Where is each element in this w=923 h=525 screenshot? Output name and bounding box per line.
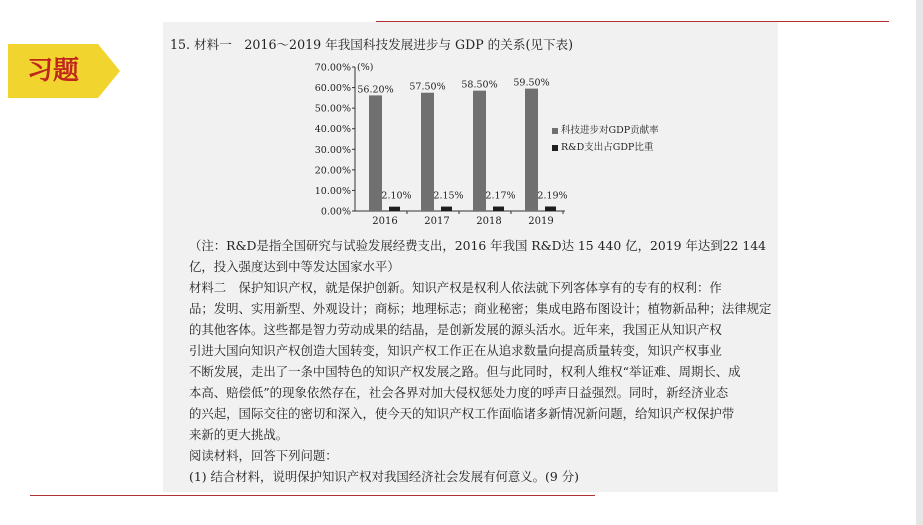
data-label-rd: 2.17% [485, 190, 516, 202]
legend-swatch-rd [552, 145, 558, 151]
bar-contribution [473, 91, 486, 211]
data-label-contribution: 59.50% [513, 77, 550, 89]
badge-label: 习题 [26, 56, 79, 86]
bar-contribution [525, 89, 538, 211]
material2-line-8: 来新的更大挑战。 [189, 427, 289, 442]
legend-item-rd [552, 139, 653, 153]
question-header: 15. 材料一 2016～2019 年我国科技发展进步与 GDP 的关系(见下表) [170, 37, 574, 52]
y-tick-label: 60.00% [314, 83, 351, 95]
window-edge [916, 0, 923, 525]
y-tick-label: 30.00% [314, 144, 351, 156]
y-tick-label: 40.00% [314, 124, 351, 136]
data-label-contribution: 56.20% [357, 84, 394, 96]
legend-item-contribution [552, 122, 659, 136]
data-label-rd: 2.19% [537, 190, 568, 202]
bar-rd [441, 207, 452, 211]
data-label-contribution: 57.50% [409, 81, 446, 93]
y-tick-label: 50.00% [314, 103, 351, 115]
sub-question-1: (1) 结合材料，说明保护知识产权对我国经济社会发展有何意义。(9 分) [189, 469, 579, 484]
y-tick-label: 10.00% [314, 185, 351, 197]
material2-line-5: 不断发展，走出了一条中国特色的知识产权发展之路。但与此同时，权利人维权“举证难、周期长、成 [189, 364, 741, 379]
material2-line-1: 材料二 保护知识产权，就是保护创新。知识产权是权利人依法就下列客体享有的专有的权利：作 [189, 280, 722, 295]
material2-line-2: 品；发明、实用新型、外观设计；商标；地理标志；商业秘密；集成电路布图设计；植物新品种；法律规定 [189, 301, 772, 316]
bar-rd [493, 207, 504, 211]
material2-line-7: 的兴起，国际交往的密切和深入，使今天的知识产权工作面临诸多新情况新问题，给知识产权保护带 [189, 406, 735, 421]
material2-line-6: 本高、赔偿低”的现象依然存在，社会各界对加大侵权惩处力度的呼声日益强烈。同时，新经济业态 [189, 385, 729, 400]
bar-rd [389, 207, 400, 211]
data-label-contribution: 58.50% [461, 79, 498, 91]
y-axis-unit: (%) [357, 62, 374, 73]
legend-swatch-contribution [552, 128, 558, 134]
x-tick-label: 2018 [476, 216, 502, 227]
bar-chart [303, 52, 723, 262]
y-tick-label: 0.00% [320, 206, 351, 218]
material2-line-4: 引进大国向知识产权创造大国转变，知识产权工作正在从追求数量向提高质量转变，知识产权事业 [189, 343, 722, 358]
y-tick-label: 20.00% [314, 165, 351, 177]
material2-line-3: 的其他客体。这些都是智力劳动成果的结晶，是创新发展的源头活水。近年来，我国正从知识产权 [189, 322, 722, 337]
bar-contribution [369, 95, 382, 211]
data-label-rd: 2.15% [433, 190, 464, 202]
legend-label-contribution: 科技进步对GDP贡献率 [561, 125, 659, 136]
reading-prompt: 阅读材料，回答下列问题： [189, 448, 338, 463]
y-tick-label: 70.00% [314, 62, 351, 74]
x-tick-label: 2016 [372, 216, 398, 227]
note-line-1: （注：R&D是指全国研究与试验发展经费支出，2016 年我国 R&D达 15 440 亿，2019 年达到22 144 [189, 238, 766, 253]
scanned-question-image [163, 22, 778, 492]
bottom-accent-line [30, 495, 595, 496]
data-label-rd: 2.10% [381, 190, 412, 202]
exercise-badge [8, 44, 120, 98]
bar-rd [545, 206, 556, 211]
bar-contribution [421, 93, 434, 211]
legend-label-rd: R&D支出占GDP比重 [561, 142, 654, 153]
x-tick-label: 2019 [528, 216, 554, 227]
x-tick-label: 2017 [424, 216, 450, 227]
note-line-2: 亿，投入强度达到中等发达国家水平） [189, 259, 400, 274]
